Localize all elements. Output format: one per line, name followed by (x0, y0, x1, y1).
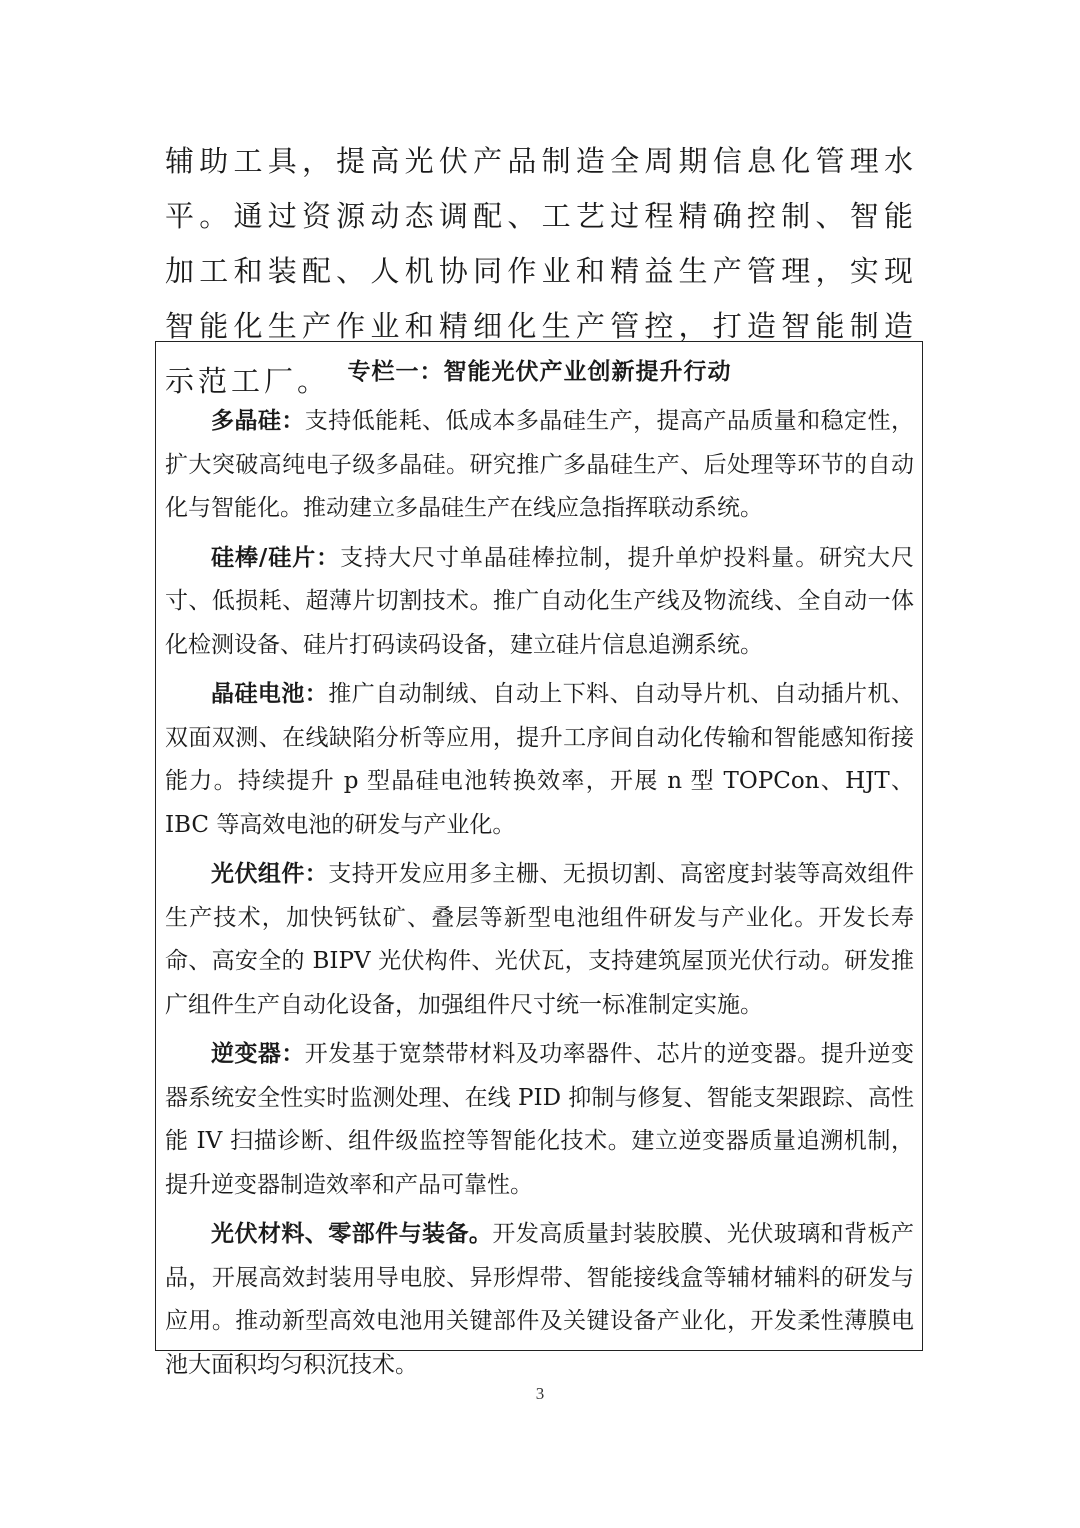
column-box (155, 341, 923, 1378)
intro-text: 辅助工具，提高光伏产品制造全周期信息化管理水平。通过资源动态调配、工艺过程精确控制、智能加工和装配、人机协同作业和精益生产管理，实现智能化生产作业和精细化生产管控，打造智能制造示范工厂。 (165, 144, 917, 398)
section-text: 开发高质量封装胶膜、光伏玻璃和背板产品，开展高效封装用导电胶、异形焊带、智能接线盒等辅材辅料的研发与应用。推动新型高效电池用关键部件及关键设备产业化，开发柔性薄膜电池大面积均匀积沉技术。 (165, 1221, 915, 1378)
section-polysilicon (165, 400, 914, 531)
section-crystalline-cell (165, 673, 914, 847)
section-term: 硅棒/硅片： (211, 544, 341, 571)
section-text: 支持大尺寸单晶硅棒拉制，提升单炉投料量。研究大尺寸、低损耗、超薄片切割技术。推广自动化生产线及物流线、全自动一体化检测设备、硅片打码读码设备，建立硅片信息追溯系统。 (165, 544, 915, 658)
section-silicon-rod-wafer (165, 537, 914, 668)
section-text: 支持低能耗、低成本多晶硅生产，提高产品质量和稳定性，扩大突破高纯电子级多晶硅。研究推广多晶硅生产、后处理等环节的自动化与智能化。推动建立多晶硅生产在线应急指挥联动系统。 (165, 408, 915, 521)
section-pv-module (165, 853, 914, 1027)
section-text: 推广自动制绒、自动上下料、自动导片机、自动插片机、双面双测、在线缺陷分析等应用，提升工序间自动化传输和智能感知衔接能力。持续提升 p 型晶硅电池转换效率，开展 n 型 TOPCon、HJT、IBC 等高效电池的研发与产业化。 (165, 681, 915, 838)
column-title: 专栏一：智能光伏产业创新提升行动 (347, 359, 732, 385)
section-term: 多晶硅： (211, 408, 305, 434)
page-number: 3 (535, 1384, 545, 1403)
section-materials-equipment (165, 1213, 914, 1387)
section-inverter (165, 1033, 914, 1207)
section-term: 逆变器： (211, 1041, 305, 1067)
section-term: 光伏材料、零部件与装备。 (211, 1221, 493, 1247)
section-term: 晶硅电池： (211, 681, 329, 707)
section-text: 支持开发应用多主栅、无损切割、高密度封装等高效组件生产技术，加快钙钛矿、叠层等新型电池组件研发与产业化。开发长寿命、高安全的 BIPV 光伏构件、光伏瓦，支持建筑屋顶光伏行动。研发推广组件生产自动化设备，加强组件尺寸统一标准制定实施。 (165, 861, 915, 1018)
section-text: 开发基于宽禁带材料及功率器件、芯片的逆变器。提升逆变器系统安全性实时监测处理、在线 PID 抑制与修复、智能支架跟踪、高性能 IV 扫描诊断、组件级监控等智能化技术。建立逆变器质量追溯机制，提升逆变器制造效率和产品可靠性。 (165, 1041, 915, 1198)
section-term: 光伏组件： (211, 861, 329, 887)
